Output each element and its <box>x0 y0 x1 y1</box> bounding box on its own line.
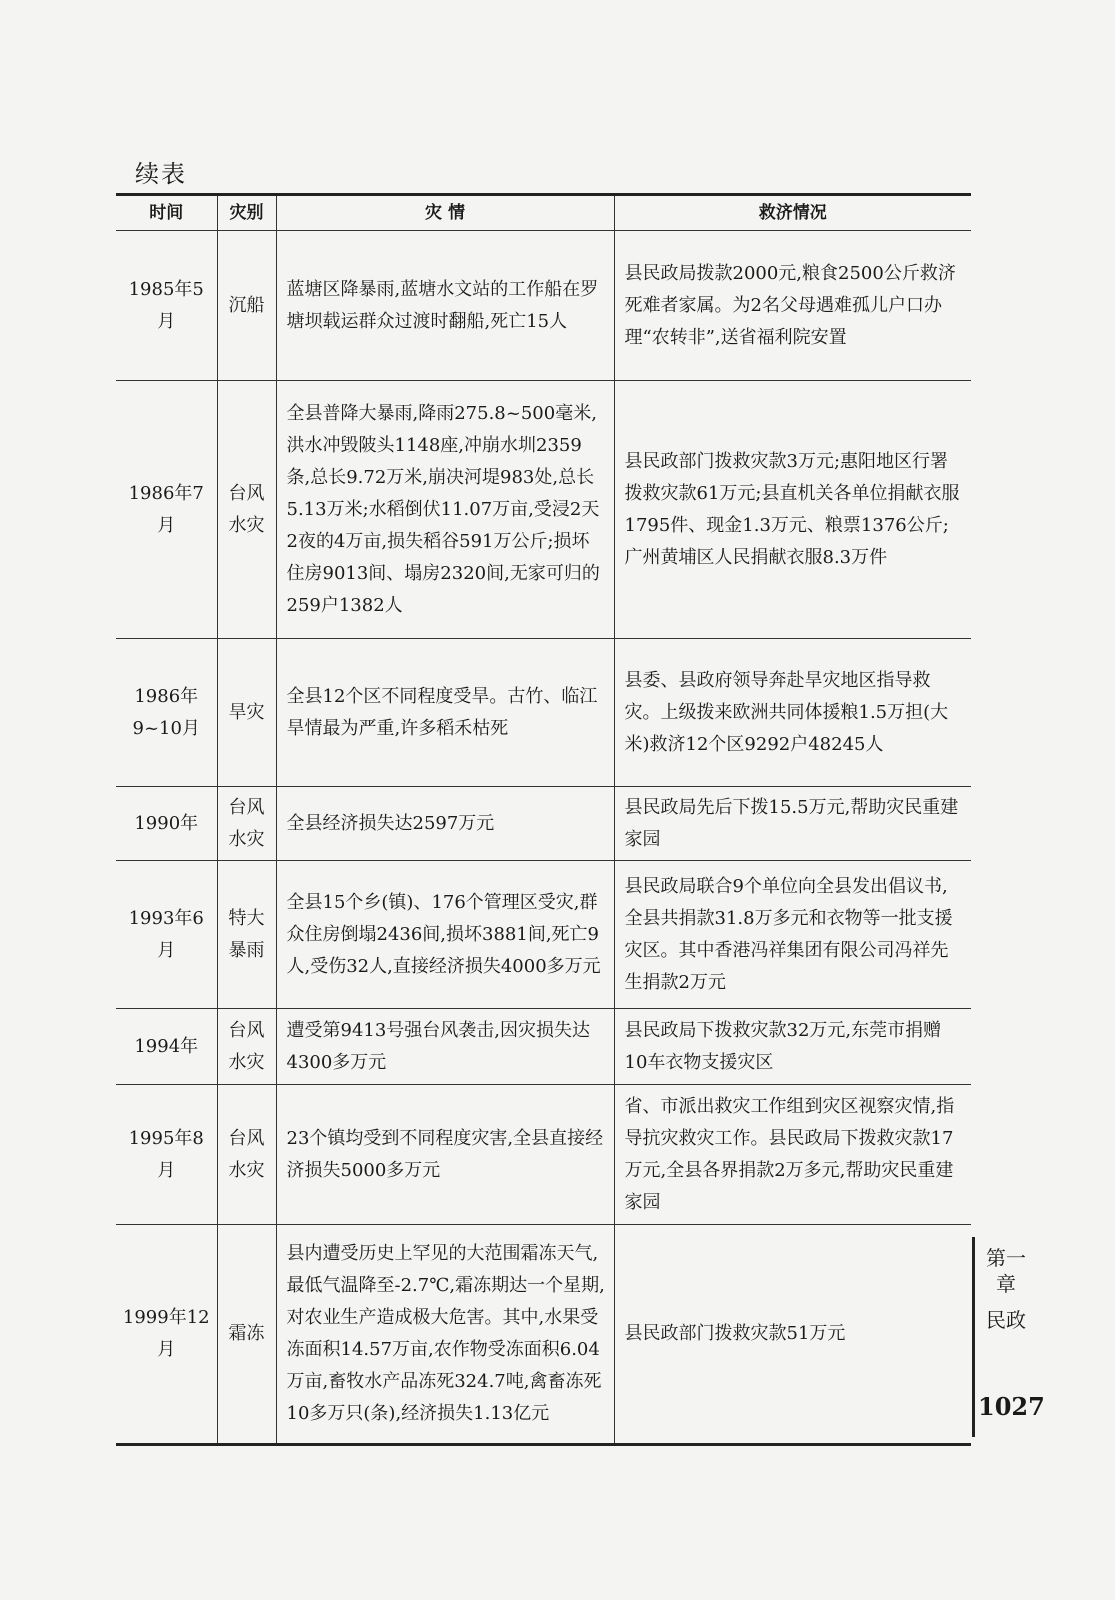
column-header-type: 灾别 <box>217 195 276 231</box>
relief-cell: 县民政部门拨救灾款3万元;惠阳地区行署拨救灾款61万元;县直机关各单位捐献衣服1795件、现金1.3万元、粮票1376公斤;广州黄埔区人民捐献衣服8.3万件 <box>614 381 971 639</box>
relief-cell: 省、市派出救灾工作组到灾区视察灾情,指导抗灾救灾工作。县民政局下拨救灾款17万元,全县各界捐款2万多元,帮助灾民重建家园 <box>614 1085 971 1225</box>
situation-cell: 全县普降大暴雨,降雨275.8~500毫米,洪水冲毁陂头1148座,冲崩水圳2359条,总长9.72万米,崩决河堤983处,总长5.13万米;水稻倒伏11.07万亩,受浸2天2夜的4万亩,损失稻谷591万公斤;损坏住房9013间、塌房2320间,无家可归的259户1382人 <box>276 381 614 639</box>
situation-cell: 遭受第9413号强台风袭击,因灾损失达4300多万元 <box>276 1009 614 1085</box>
relief-cell: 县民政局先后下拨15.5万元,帮助灾民重建家园 <box>614 787 971 861</box>
margin-rule <box>972 1237 975 1437</box>
situation-cell: 全县15个乡(镇)、176个管理区受灾,群众住房倒塌2436间,损坏3881间,死亡9人,受伤32人,直接经济损失4000多万元 <box>276 861 614 1009</box>
type-cell: 台风水灾 <box>217 381 276 639</box>
column-header-situation: 灾 情 <box>276 195 614 231</box>
relief-cell: 县民政局拨款2000元,粮食2500公斤救济死难者家属。为2名父母遇难孤儿户口办理“农转非”,送省福利院安置 <box>614 231 971 381</box>
table-row <box>116 231 971 381</box>
relief-cell: 县民政局下拨救灾款32万元,东莞市捐赠10车衣物支援灾区 <box>614 1009 971 1085</box>
chapter-label: 第一章 <box>986 1246 1026 1296</box>
relief-cell: 县民政局联合9个单位向全县发出倡议书,全县共捐款31.8万多元和衣物等一批支援灾区。其中香港冯祥集团有限公司冯祥先生捐款2万元 <box>614 861 971 1009</box>
situation-cell: 全县12个区不同程度受旱。古竹、临江旱情最为严重,许多稻禾枯死 <box>276 639 614 787</box>
type-cell: 旱灾 <box>217 639 276 787</box>
table-row <box>116 1085 971 1225</box>
time-cell: 1994年 <box>116 1009 217 1085</box>
time-cell: 1985年5月 <box>116 231 217 381</box>
table-caption: 续表 <box>135 160 187 188</box>
type-cell: 台风水灾 <box>217 1009 276 1085</box>
table-header-row <box>116 195 971 231</box>
relief-cell: 县委、县政府领导奔赴旱灾地区指导救灾。上级拨来欧洲共同体援粮1.5万担(大米)救济12个区9292户48245人 <box>614 639 971 787</box>
table-row <box>116 639 971 787</box>
type-cell: 特大暴雨 <box>217 861 276 1009</box>
situation-cell: 23个镇均受到不同程度灾害,全县直接经济损失5000多万元 <box>276 1085 614 1225</box>
section-label: 民政 <box>986 1308 1026 1332</box>
situation-cell: 蓝塘区降暴雨,蓝塘水文站的工作船在罗塘坝载运群众过渡时翻船,死亡15人 <box>276 231 614 381</box>
type-cell: 沉船 <box>217 231 276 381</box>
situation-cell: 县内遭受历史上罕见的大范围霜冻天气,最低气温降至-2.7℃,霜冻期达一个星期,对农业生产造成极大危害。其中,水果受冻面积14.57万亩,农作物受冻面积6.04万亩,畜牧水产品冻死324.7吨,禽畜冻死10多万只(条),经济损失1.13亿元 <box>276 1225 614 1445</box>
type-cell: 台风水灾 <box>217 787 276 861</box>
table-row <box>116 381 971 639</box>
time-cell: 1995年8月 <box>116 1085 217 1225</box>
time-cell: 1986年9~10月 <box>116 639 217 787</box>
time-cell: 1990年 <box>116 787 217 861</box>
disaster-relief-table <box>116 193 971 1446</box>
time-cell: 1999年12月 <box>116 1225 217 1445</box>
table-row <box>116 861 971 1009</box>
time-cell: 1993年6月 <box>116 861 217 1009</box>
table-row <box>116 787 971 861</box>
column-header-relief: 救济情况 <box>614 195 971 231</box>
column-header-time: 时间 <box>116 195 217 231</box>
table-row <box>116 1009 971 1085</box>
page-number: 1027 <box>978 1392 1045 1421</box>
chapter-side-tab <box>982 1245 1030 1333</box>
type-cell: 台风水灾 <box>217 1085 276 1225</box>
situation-cell: 全县经济损失达2597万元 <box>276 787 614 861</box>
type-cell: 霜冻 <box>217 1225 276 1445</box>
table-row <box>116 1225 971 1445</box>
relief-cell: 县民政部门拨救灾款51万元 <box>614 1225 971 1445</box>
time-cell: 1986年7月 <box>116 381 217 639</box>
